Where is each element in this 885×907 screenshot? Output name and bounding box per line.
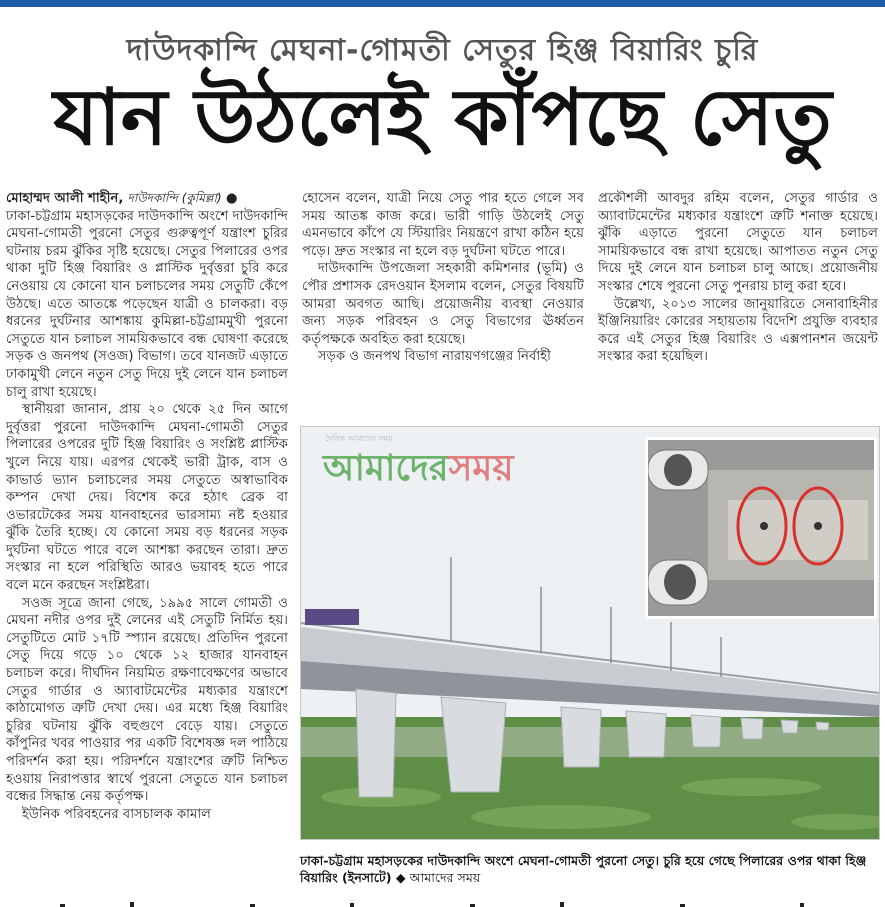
bullet-icon: ● [225, 191, 238, 206]
bearing-inset-photo [645, 437, 877, 619]
cutoff-glyph-row [0, 898, 885, 907]
article-column-3 [598, 190, 878, 366]
paragraph: সড়ক ও জনপথ বিভাগ নারায়ণগঞ্জের নির্বাহী [317, 349, 551, 365]
byline-author: মোহাম্মদ আলী শাহীন, [6, 191, 124, 206]
watermark-small-text: দৈনিক আমাদের সময় [325, 434, 393, 443]
paragraph: স্থানীয়রা জানান, প্রায় ২০ থেকে ২৫ দিন আগে দুর্বৃত্তরা পুরনো দাউদকান্দি মেঘনা-গোমতী সেতুর পিলারের ওপরের দুটি হিঞ্জ বিয়ারিং ও সংশ্লিষ্ট প্লাস্টিক খুলে নিয়ে যায়। এরপর থেকেই ভারী ট্রাক, বাস ও কাভার্ড ভ্যান চলাচলের সময় সেতুতে অস্বাভাবিক কম্পন দেখা দেয়। বিশেষ করে হঠাৎ ব্রেক বা ওভারটেকের সময় যানবাহনের ভারসাম্য নষ্ট হওয়ার ঝুঁকি তৈরি হচ্ছে। যে কোনো সময় বড় ধরনের সড়ক দুর্ঘটনা ঘটতে পারে বলে আশঙ্কা করছেন তারা। দ্রুত সংস্কার না হলে পরিস্থিতি আরও ভয়াবহ হতে পারে বলে মনে করছেন সংশ্লিষ্টরা। [6, 402, 288, 594]
watermark-part-2: সময় [448, 448, 514, 489]
bridge-photo [300, 426, 880, 840]
photo-caption [300, 852, 880, 886]
newspaper-watermark [323, 441, 514, 501]
kicker-headline: দাউদকান্দি মেঘনা-গোমতী সেতুর হিঞ্জ বিয়ারিং চুরি [126, 33, 759, 68]
main-headline: যান উঠলেই কাঁপছে সেতু [53, 73, 832, 163]
byline [6, 190, 288, 208]
top-color-bar [0, 0, 885, 7]
photo-credit: ◆ আমাদের সময় [395, 870, 481, 885]
paragraph: উল্লেখ্য, ২০১৩ সালের জানুয়ারিতে সেনাবাহিনীর ইঞ্জিনিয়ারিং কোরের সহায়তায় বিদেশি প্রযুক্তি ব্যবহার করে এই সেতুর হিঞ্জ বিয়ারিং ও এক্সপানশন জয়েন্ট সংস্কার করা হয়েছিল। [598, 296, 878, 365]
bottom-cutoff-text [0, 895, 885, 907]
byline-location: দাউদকান্দি (কুমিল্লা) [127, 191, 222, 205]
article-column-2 [302, 190, 584, 366]
hinge-bearing-illustration [648, 440, 874, 616]
article-column-1 [6, 190, 288, 823]
paragraph: প্রকৌশলী আবদুর রহিম বলেন, সেতুর গার্ডার ও অ্যাবাটমেন্টের মধ্যকার যন্ত্রাংশে ত্রুটি শনাক্ত হয়েছে। ঝুঁকি এড়াতে পুরনো সেতুতে যান চলাচল সাময়িকভাবে বন্ধ রাখা হয়েছে। আপাতত নতুন সেতু দিয়ে দুই লেনে যান চলাচল চালু আছে। প্রয়োজনীয় সংস্কার শেষে পুরনো সেতু পুনরায় চালু করা হবে। [598, 191, 878, 294]
caption-text: ঢাকা-চট্টগ্রাম মহাসড়কের দাউদকান্দি অংশে মেঘনা-গোমতী পুরনো সেতু। চুরি হয়ে গেছে পিলারের ওপর থাকা হিঞ্জ বিয়ারিং (ইনসাটে) [300, 853, 867, 885]
paragraph: ঢাকা-চট্টগ্রাম মহাসড়কের দাউদকান্দি অংশে দাউদকান্দি মেঘনা-গোমতী পুরনো সেতুর গুরুত্বপূর্ণ যন্ত্রাংশ চুরির ঘটনায় চরম ঝুঁকির সৃষ্টি হয়েছে। সেতুর পিলারের ওপর থাকা দুটি হিঞ্জ বিয়ারিং ও প্লাস্টিক দুর্বৃত্তরা চুরি করে নেওয়ায় যে কোনো যান চলাচলের সময় সেতুটি কেঁপে উঠছে। এতে আতঙ্কে পড়েছেন যাত্রী ও চালকরা। বড় ধরনের দুর্ঘটনার আশঙ্কায় কুমিল্লা-চট্টগ্রামমুখী পুরনো সেতুতে যান চলাচল সাময়িকভাবে বন্ধ ঘোষণা করেছে সড়ক ও জনপথ (সওজ) বিভাগ। তবে যানজট এড়াতে ঢাকামুখী লেনে নতুন সেতু দিয়ে দুই লেনে যান চলাচল চালু রাখা হয়েছে। [6, 208, 288, 400]
paragraph: ইউনিক পরিবহনের বাসচালক কামাল [21, 806, 211, 822]
paragraph: সওজ সূত্রে জানা গেছে, ১৯৯৫ সালে গোমতী ও মেঘনা নদীর ওপর দুই লেনের এই সেতুটি নির্মিত হয়। সেতুটিতে মোট ১৭টি স্প্যান রয়েছে। প্রতিদিন পুরনো সেতু দিয়ে গড়ে ১০ থেকে ১২ হাজার যানবাহন চলাচল করে। দীর্ঘদিন নিয়মিত রক্ষণাবেক্ষণের অভাবে সেতুর গার্ডার ও অ্যাবাটমেন্টের মধ্যকার যন্ত্রাংশে কাঠামোগত ত্রুটি দেখা দেয়। এর মধ্যে হিঞ্জ বিয়ারিং চুরির ঘটনায় ঝুঁকি বহুগুণে বেড়ে যায়। সেতুতে কাঁপুনির খবর পাওয়ার পর একটি বিশেষজ্ঞ দল পাঠিয়ে পরিদর্শন করা হয়। পরিদর্শনে যন্ত্রাংশের ত্রুটি নিশ্চিত হওয়ায় নিরাপত্তার স্বার্থে পুরনো সেতুতে যান চলাচল বন্ধের সিদ্ধান্ত নেয় কর্তৃপক্ষ। [6, 595, 288, 805]
watermark-part-1: আমাদের [323, 448, 449, 489]
paragraph: দাউদকান্দি উপজেলা সহকারী কমিশনার (ভূমি) ও পৌর প্রশাসক রেদওয়ান ইসলাম বলেন, সেতুর বিষয়টি আমরা অবগত আছি। প্রয়োজনীয় ব্যবস্থা নেওয়ার জন্য সড়ক পরিবহন ও সেতু বিভাগের ঊর্ধ্বতন কর্তৃপক্ষকে অবহিত করা হয়েছে। [302, 261, 584, 347]
paragraph: হোসেন বলেন, যাত্রী নিয়ে সেতু পার হতে গেলে সব সময় আতঙ্ক কাজ করে। ভারী গাড়ি উঠলেই সেতু এমনভাবে কাঁপে যে স্টিয়ারিং নিয়ন্ত্রণে রাখা কঠিন হয়ে পড়ে। দ্রুত সংস্কার না হলে বড় দুর্ঘটনা ঘটতে পারে। [302, 191, 584, 259]
